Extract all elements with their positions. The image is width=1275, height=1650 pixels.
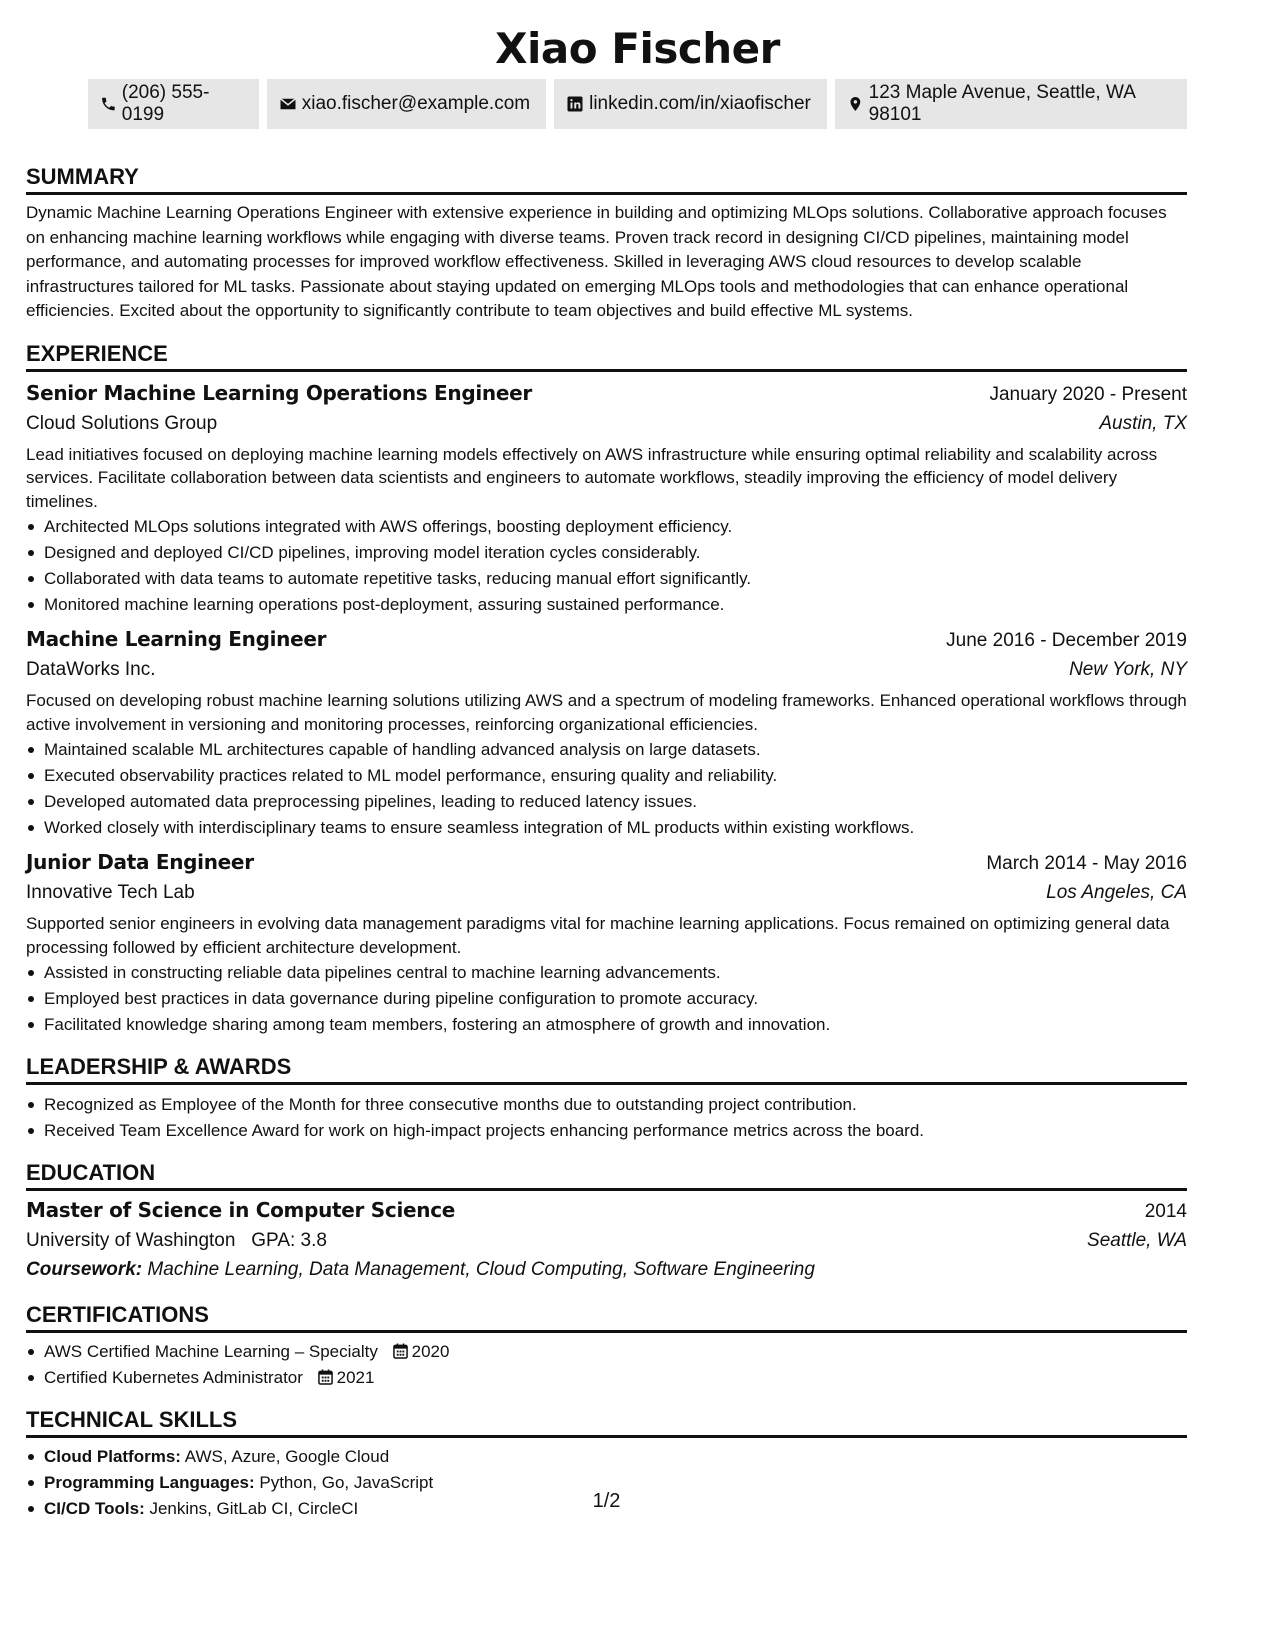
job-entry [26, 380, 1187, 619]
job-location: Los Angeles, CA [1046, 882, 1187, 903]
page-number: 1/2 [592, 1490, 621, 1512]
job-description: Supported senior engineers in evolving data management paradigms vital for machine learning applications. Focus remained on optimizing general data processing followed by efficient architecture development. [26, 914, 1170, 957]
list-item: Monitored machine learning operations post-deployment, assuring sustained performance. [26, 592, 1187, 618]
certification-name: AWS Certified Machine Learning – Specialty [44, 1342, 378, 1361]
job-entry [26, 849, 1187, 1038]
contact-phone [88, 79, 259, 129]
section-title-technical-skills: TECHNICAL SKILLS [26, 1407, 1187, 1438]
certification-name: Certified Kubernetes Administrator [44, 1368, 303, 1387]
calendar-icon [318, 1369, 333, 1385]
list-item: Facilitated knowledge sharing among team members, fostering an atmosphere of growth and innovation. [26, 1012, 1187, 1038]
job-bullets [26, 737, 1187, 841]
job-company: Innovative Tech Lab [26, 882, 195, 903]
list-item: Executed observability practices related to ML model performance, ensuring quality and reliability. [26, 763, 1187, 789]
list-item: Collaborated with data teams to automate repetitive tasks, reducing manual effort significantly. [26, 566, 1187, 592]
calendar-icon [393, 1343, 408, 1359]
coursework [26, 1255, 1187, 1284]
contact-bar [88, 79, 1187, 129]
section-title-certifications: CERTIFICATIONS [26, 1302, 1187, 1333]
contact-address [835, 79, 1187, 129]
skill-value: Jenkins, GitLab CI, CircleCI [149, 1499, 359, 1518]
list-item [26, 1339, 1187, 1365]
list-item: Employed best practices in data governance during pipeline configuration to promote accuracy. [26, 986, 1187, 1012]
gpa: GPA: 3.8 [251, 1230, 327, 1251]
list-item: Assisted in constructing reliable data pipelines central to machine learning advancements. [26, 960, 1187, 986]
contact-linkedin[interactable] [554, 79, 827, 129]
graduation-year: 2014 [1144, 1201, 1187, 1222]
education-entry [26, 1197, 1187, 1284]
job-description: Lead initiatives focused on deploying machine learning models effectively on AWS infrastructure while ensuring optimal reliability and scalability across services. Facilitate collaboration between data scientists and engineers to automate workflows, steadily improving the efficiency of model delivery timelines. [26, 444, 1158, 511]
job-title: Senior Machine Learning Operations Engineer [26, 380, 532, 405]
section-title-experience: EXPERIENCE [26, 341, 1187, 372]
list-item: Worked closely with interdisciplinary teams to ensure seamless integration of ML products within existing workflows. [26, 815, 1187, 841]
job-company: DataWorks Inc. [26, 659, 156, 680]
list-item [26, 1365, 1187, 1391]
contact-email[interactable] [267, 79, 546, 129]
school-name: University of Washington [26, 1230, 236, 1251]
job-location: Austin, TX [1099, 412, 1187, 434]
job-title: Junior Data Engineer [26, 850, 254, 874]
list-item: Maintained scalable ML architectures capable of handling advanced analysis on large datasets. [26, 737, 1187, 763]
list-item: Developed automated data preprocessing pipelines, leading to reduced latency issues. [26, 789, 1187, 815]
location-pin-icon [847, 95, 864, 113]
list-item [26, 1444, 1187, 1470]
degree-title: Master of Science in Computer Science [26, 1198, 456, 1222]
list-item: Recognized as Employee of the Month for three consecutive months due to outstanding project contribution. [26, 1092, 1187, 1118]
job-description: Focused on developing robust machine learning solutions utilizing AWS and a spectrum of modeling frameworks. Enhanced operational workflows through active involvement in versioning and monitoring processes, reinforcing organizational efficiencies. [26, 691, 1187, 734]
contact-phone-text: (206) 555-0199 [121, 82, 210, 125]
job-dates: June 2016 - December 2019 [946, 630, 1187, 651]
job-entry [26, 626, 1187, 841]
skill-label: Programming Languages: [44, 1473, 255, 1492]
school-location: Seattle, WA [1087, 1230, 1187, 1251]
list-item: Received Team Excellence Award for work on high-impact projects enhancing performance metrics across the board. [26, 1118, 1187, 1144]
section-title-leadership: LEADERSHIP & AWARDS [26, 1054, 1187, 1085]
summary-text: Dynamic Machine Learning Operations Engineer with extensive experience in building and optimizing MLOps solutions. Collaborative approach focuses on enhancing machine learning workflows while engaging with diverse teams. Proven track record in designing CI/CD pipelines, maintaining model performance, and automating processes for improved workflow effectiveness. Skilled in leveraging AWS cloud resources to develop scalable infrastructures tailored for ML tasks. Passionate about staying updated on emerging MLOps tools and methodologies that can enhance operational efficiencies. Excited about the opportunity to significantly contribute to team objectives and build effective ML systems. [26, 203, 1167, 320]
envelope-icon [279, 95, 297, 113]
skill-label: CI/CD Tools: [44, 1499, 145, 1518]
coursework-label: Coursework: [26, 1259, 143, 1280]
section-title-education: EDUCATION [26, 1160, 1187, 1191]
list-item: Designed and deployed CI/CD pipelines, improving model iteration cycles considerably. [26, 540, 1187, 566]
contact-address-text: 123 Maple Avenue, Seattle, WA 98101 [868, 82, 1135, 125]
skill-label: Cloud Platforms: [44, 1447, 181, 1466]
certification-year: 2020 [411, 1342, 450, 1361]
linkedin-icon [566, 95, 584, 113]
contact-linkedin-text[interactable]: linkedin.com/in/xiaofischer [589, 93, 811, 114]
job-bullets [26, 960, 1187, 1038]
certification-year: 2021 [336, 1368, 375, 1387]
leadership-bullets [26, 1092, 1187, 1144]
job-title: Machine Learning Engineer [26, 627, 327, 651]
contact-email-text[interactable]: xiao.fischer@example.com [301, 93, 531, 114]
list-item: Architected MLOps solutions integrated with AWS offerings, boosting deployment efficiency. [26, 514, 1187, 540]
candidate-name: Xiao Fischer [495, 24, 780, 73]
section-title-summary: SUMMARY [26, 164, 1187, 195]
phone-icon [100, 95, 117, 113]
certification-list [26, 1339, 1187, 1391]
job-dates: March 2014 - May 2016 [986, 853, 1187, 874]
coursework-list: Machine Learning, Data Management, Cloud Computing, Software Engineering [147, 1259, 815, 1280]
skill-value: AWS, Azure, Google Cloud [184, 1447, 390, 1466]
skill-value: Python, Go, JavaScript [259, 1473, 434, 1492]
job-company: Cloud Solutions Group [26, 412, 218, 434]
job-location: New York, NY [1069, 659, 1187, 680]
job-bullets [26, 514, 1187, 618]
job-dates: January 2020 - Present [989, 383, 1187, 405]
